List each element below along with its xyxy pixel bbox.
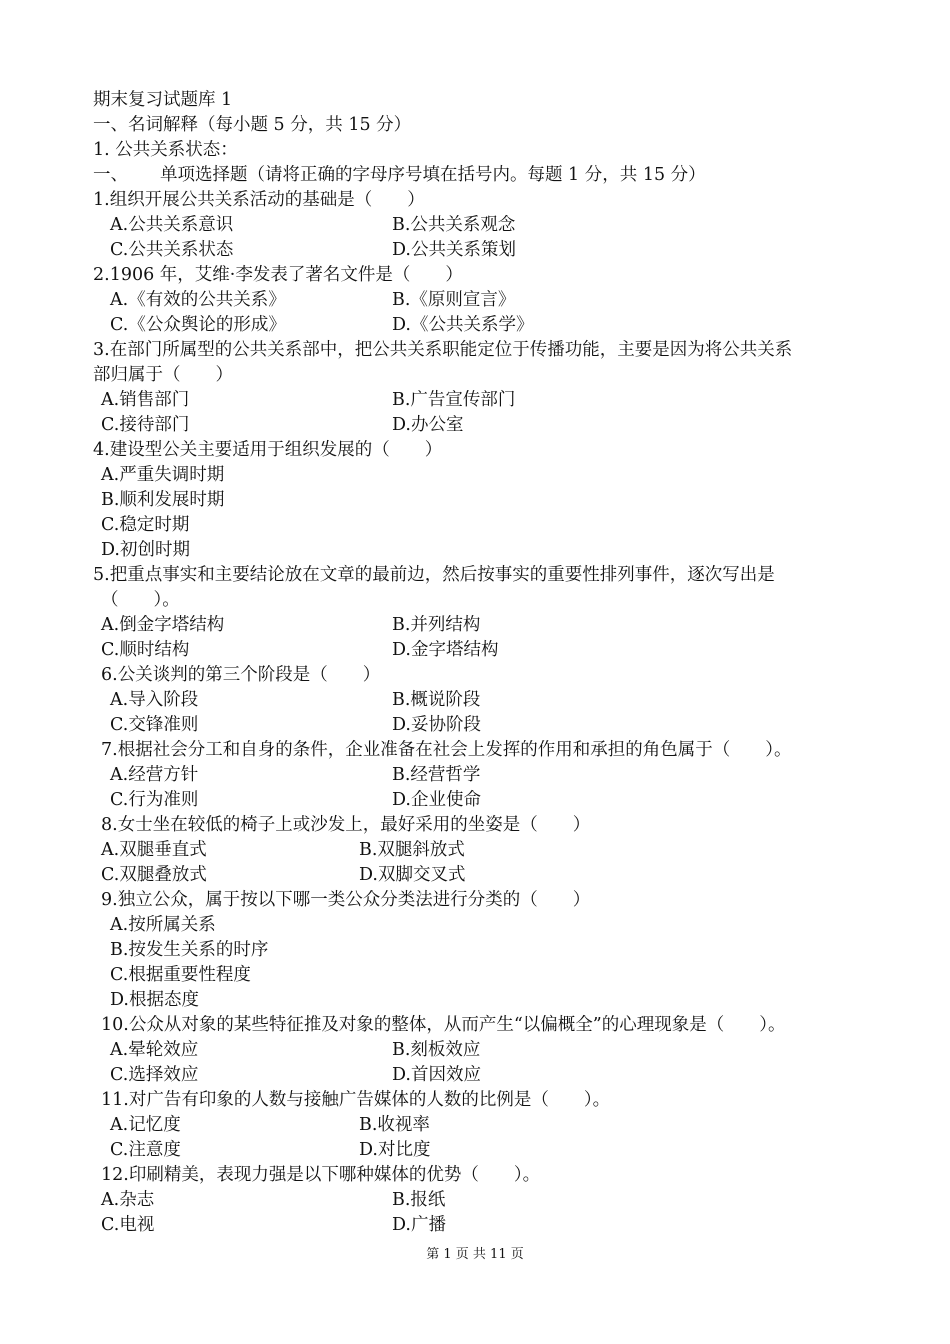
- option-d: D.《公共关系学》: [392, 315, 534, 335]
- option-b: B.公共关系观念: [392, 215, 516, 235]
- option-c: C.稳定时期: [101, 515, 190, 535]
- question-stem: 4.建设型公关主要适用于组织发展的（ ）: [93, 440, 443, 460]
- option-d: D.根据态度: [110, 990, 199, 1010]
- question-stem: 11.对广告有印象的人数与接触广告媒体的人数的比例是（ ）。: [101, 1090, 611, 1110]
- option-d: D.广播: [392, 1215, 446, 1235]
- option-b: B.刻板效应: [392, 1040, 481, 1060]
- document-title: 期末复习试题库 1: [93, 90, 233, 110]
- term-item: 1. 公共关系状态：: [93, 140, 238, 160]
- option-d: D.办公室: [392, 415, 464, 435]
- question-stem: 8.女士坐在较低的椅子上或沙发上，最好采用的坐姿是（ ）: [101, 815, 591, 835]
- option-a: A.晕轮效应: [110, 1040, 199, 1060]
- page-footer: 第 1 页 共 11 页: [426, 1247, 524, 1262]
- option-c: C.根据重要性程度: [110, 965, 251, 985]
- option-a: A.倒金字塔结构: [101, 615, 225, 635]
- option-c: C.顺时结构: [101, 640, 190, 660]
- option-d: D.金字塔结构: [392, 640, 499, 660]
- question-stem: 3.在部门所属型的公共关系部中，把公共关系职能定位于传播功能，主要是因为将公共关系: [93, 340, 793, 360]
- option-c: C.交锋准则: [110, 715, 199, 735]
- question-stem: 10.公众从对象的某些特征推及对象的整体，从而产生“以偏概全”的心理现象是（ ）。: [101, 1015, 786, 1035]
- option-a: A.经营方针: [110, 765, 199, 785]
- option-b: B.概说阶段: [392, 690, 481, 710]
- question-stem: 7.根据社会分工和自身的条件，企业准备在社会上发挥的作用和承担的角色属于（ ）。: [101, 740, 792, 760]
- option-c: C.公共关系状态: [110, 240, 234, 260]
- option-d: D.初创时期: [101, 540, 190, 560]
- question-stem: 2.1906 年，艾维·李发表了著名文件是（ ）: [93, 265, 463, 285]
- question-stem: 5.把重点事实和主要结论放在文章的最前边，然后按事实的重要性排列事件，逐次写出是: [93, 565, 775, 585]
- question-stem: 6.公关谈判的第三个阶段是（ ）: [101, 665, 381, 685]
- option-c: C.《公众舆论的形成》: [110, 315, 286, 335]
- option-d: D.公共关系策划: [392, 240, 516, 260]
- option-d: D.对比度: [359, 1140, 431, 1160]
- section-heading: 单项选择题（请将正确的字母序号填在括号内。每题 1 分，共 15 分）: [160, 165, 706, 185]
- question-stem: 1.组织开展公共关系活动的基础是（ ）: [93, 190, 425, 210]
- question-stem-continued: 部归属于（ ）: [93, 365, 233, 385]
- question-stem: 9.独立公众，属于按以下哪一类公众分类法进行分类的（ ）: [101, 890, 591, 910]
- option-d: D.企业使命: [392, 790, 481, 810]
- option-b: B.按发生关系的时序: [110, 940, 269, 960]
- option-c: C.双腿叠放式: [101, 865, 207, 885]
- option-a: A.记忆度: [110, 1115, 181, 1135]
- option-b: B.《原则宣言》: [392, 290, 516, 310]
- option-b: B.收视率: [359, 1115, 430, 1135]
- option-a: A.销售部门: [101, 390, 190, 410]
- option-b: B.广告宣传部门: [392, 390, 516, 410]
- option-a: A.按所属关系: [110, 915, 216, 935]
- option-a: A.导入阶段: [110, 690, 199, 710]
- option-d: D.妥协阶段: [392, 715, 481, 735]
- option-d: D.首因效应: [392, 1065, 481, 1085]
- option-b: B.报纸: [392, 1190, 446, 1210]
- question-stem-continued: （ ）。: [101, 590, 180, 610]
- option-a: A.严重失调时期: [101, 465, 225, 485]
- option-b: B.经营哲学: [392, 765, 481, 785]
- option-b: B.并列结构: [392, 615, 481, 635]
- question-stem: 12.印刷精美，表现力强是以下哪种媒体的优势（ ）。: [101, 1165, 541, 1185]
- option-c: C.电视: [101, 1215, 155, 1235]
- option-d: D.双脚交叉式: [359, 865, 466, 885]
- option-a: A.《有效的公共关系》: [110, 290, 286, 310]
- option-a: A.公共关系意识: [110, 215, 234, 235]
- option-c: C.接待部门: [101, 415, 190, 435]
- option-a: A.双腿垂直式: [101, 840, 207, 860]
- section-marker: 一、: [93, 165, 128, 185]
- option-c: C.选择效应: [110, 1065, 199, 1085]
- option-b: B.双腿斜放式: [359, 840, 465, 860]
- option-c: C.行为准则: [110, 790, 199, 810]
- option-b: B.顺利发展时期: [101, 490, 225, 510]
- section-heading: 一、名词解释（每小题 5 分，共 15 分）: [93, 115, 412, 135]
- option-a: A.杂志: [101, 1190, 155, 1210]
- option-c: C.注意度: [110, 1140, 181, 1160]
